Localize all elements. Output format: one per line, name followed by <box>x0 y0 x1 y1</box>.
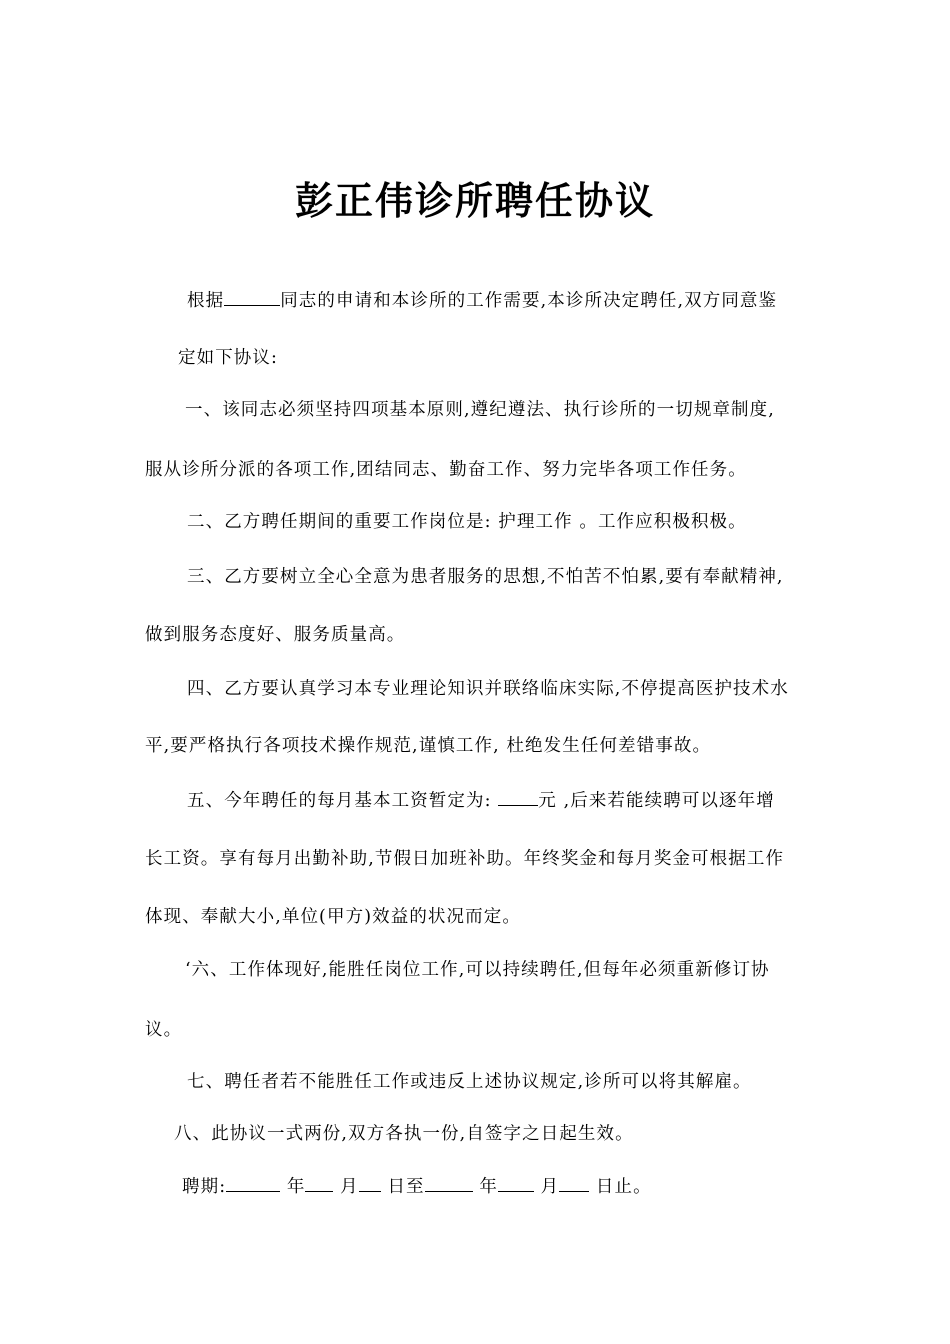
intro-line-2: 定如下协议: <box>178 348 278 368</box>
clause-5-prefix: 五、今年聘任的每月基本工资暂定为: <box>187 791 492 811</box>
salary-blank <box>498 788 538 806</box>
term-day-to: 日至 <box>387 1177 425 1197</box>
clause-6-line-1: ‘六、工作体现好,能胜任岗位工作,可以持续聘任,但每年必须重新修订协 <box>185 960 770 980</box>
clause-3-line-2: 做到服务态度好、服务质量高。 <box>145 625 406 645</box>
term-year-2: 年 <box>479 1177 498 1197</box>
term-month-2: 月 <box>540 1177 560 1197</box>
intro-suffix: 同志的申请和本诊所的工作需要,本诊所决定聘任,双方同意鉴 <box>280 291 778 311</box>
clause-5-suffix: ,后来若能续聘可以逐年增 <box>563 791 775 811</box>
clause-1-line-1: 一、该同志必须坚持四项基本原则,遵纪遵法、执行诊所的一切规章制度, <box>185 400 775 420</box>
clause-2-post: 护理工作 <box>498 512 573 532</box>
salary-unit: 元 <box>538 791 557 811</box>
clause-4-line-1: 四、乙方要认真学习本专业理论知识并联络临床实际,不停提高医护技术水 <box>187 679 789 699</box>
start-month-blank <box>305 1174 333 1192</box>
document-title: 彭正伟诊所聘任协议 <box>294 178 655 223</box>
end-month-blank <box>498 1174 534 1192</box>
clause-5-line-1 <box>187 788 775 813</box>
intro-prefix: 根据 <box>187 291 225 311</box>
clause-7-line: 七、聘任者若不能胜任工作或违反上述协议规定,诊所可以将其解雇。 <box>187 1072 752 1092</box>
term-line <box>182 1174 652 1199</box>
clause-2-prefix: 二、乙方聘任期间的重要工作岗位是: <box>187 512 492 532</box>
intro-line-1 <box>187 288 777 313</box>
clause-2-line <box>187 510 747 534</box>
clause-3-line-1: 三、乙方要树立全心全意为患者服务的思想,不怕苦不怕累,要有奉献精神, <box>187 567 784 587</box>
clause-6-line-2: 议。 <box>145 1020 183 1040</box>
end-year-blank <box>425 1174 473 1192</box>
term-year-1: 年 <box>286 1177 306 1197</box>
start-year-blank <box>226 1174 280 1192</box>
term-day-end: 日止。 <box>595 1177 652 1197</box>
clause-1-line-2: 服从诊所分派的各项工作,团结同志、勤奋工作、努力完毕各项工作任务。 <box>145 460 747 480</box>
clause-4-line-2: 平,要严格执行各项技术操作规范,谨慎工作, 杜绝发生任何差错事故。 <box>145 736 712 756</box>
term-label: 聘期: <box>182 1177 227 1197</box>
term-month-1: 月 <box>340 1177 359 1197</box>
clause-8-line: 八、此协议一式两份,双方各执一份,自签字之日起生效。 <box>174 1124 634 1144</box>
clause-5-line-3: 体现、奉献大小,单位(甲方)效益的状况而定。 <box>145 907 521 927</box>
clause-5-line-2: 长工资。享有每月出勤补助,节假日加班补助。年终奖金和每月奖金可根据工作 <box>145 849 785 869</box>
clause-2-suffix: 。工作应积极积极。 <box>579 512 747 532</box>
start-day-blank <box>359 1174 381 1192</box>
end-day-blank <box>559 1174 589 1192</box>
applicant-name-blank <box>224 288 280 306</box>
